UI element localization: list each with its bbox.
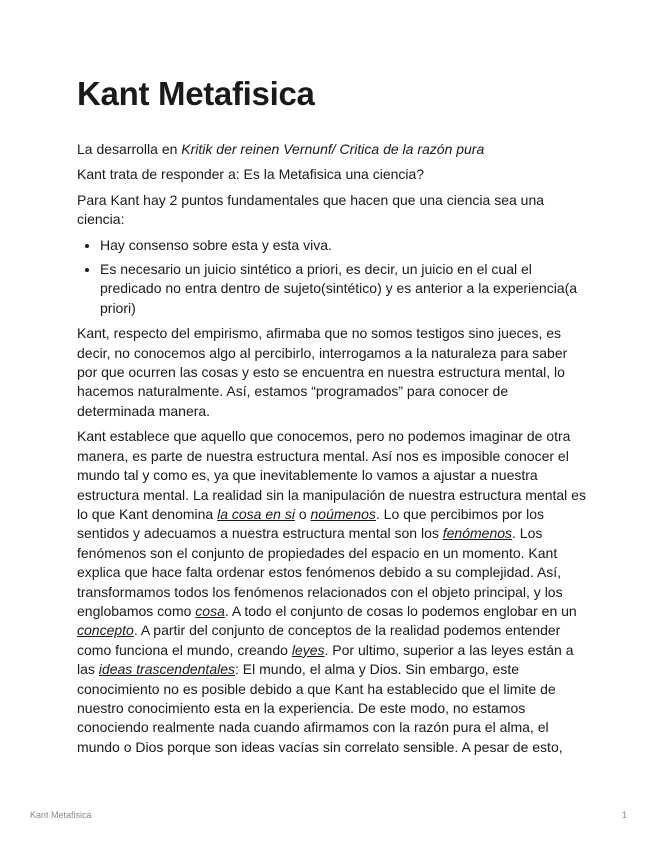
term-leyes: leyes (291, 641, 325, 658)
term-cosa-en-si: la cosa en si (217, 505, 295, 522)
term-noumenos: noúmenos (310, 505, 376, 522)
source-title: Kritik der reinen Vernunf/ Critica de la razón pura (181, 141, 485, 157)
text-run: o (294, 505, 311, 522)
source-prefix: La desarrolla en (77, 141, 182, 157)
text-run: . Lo que percibimos por los sentidos y adecuamos a nuestra estructura mental son los (77, 505, 544, 542)
text-run: Kant establece que aquello que conocemos, pero no podemos imaginar de otra manera, es parte de nuestra estructura mental. Así nos es imposible conocer el mundo tal y como es, ya que inevitablemente lo vamos a ajustar a nuestra estructura mental. La realidad sin la manipulación de nuestra estructura mental es lo que Kant denomina (77, 428, 586, 522)
paragraph-question: Kant trata de responder a: Es la Metafisica una ciencia? (77, 166, 425, 183)
paragraph-empiricism: Kant, respecto del empirismo, afirmaba que no somos testigos sino jueces, es decir, no conocemos algo al percibirlo, interrogamos a la naturaleza para saber por que ocurren las cosas y esto se encuentra en nuestra estructura mental, lo hacemos naturalmente. Así, estamos “programados” para conocer de determinada manera. (77, 325, 568, 419)
term-fenomenos: fenómenos (442, 525, 513, 542)
footer-title: Kant Metafisica (30, 810, 92, 820)
text-run: : El mundo, el alma y Dios. Sin embargo, este conocimiento no es posible debido a que Kant ha establecido que el limite de nuestro conocimiento esta en la experiencia. De este modo, no estamos conociendo realmente nada cuando afirmamos con la razón pura el alma, el mundo o Dios porque son ideas vacías sin correlato sensible. A pesar de esto, (77, 661, 563, 755)
text-run: . A todo el conjunto de cosas lo podemos englobar en un (224, 602, 577, 619)
term-concepto: concepto (77, 622, 134, 639)
text-run: . A partir del conjunto de conceptos de la realidad podemos entender como funciona el mundo, creando (77, 622, 561, 658)
paragraph-structure (77, 427, 587, 757)
text-run: . Los fenómenos son el conjunto de propiedades del espacio en un momento. Kant explica que hace falta ordenar estos fenómenos debido a su complejidad. Así, transformamos todos los fenómenos relacionados con el objeto principal, y los englobamos como (77, 525, 563, 619)
points-list (77, 236, 587, 319)
text-run: . Por ultimo, superior a las leyes están a las (77, 641, 574, 678)
list-item: • Es necesario un juicio sintético a priori, es decir, un juicio en el cual el predicado no entra dentro de sujeto(sintético) y es anterior a la experiencia(a priori) (100, 260, 587, 318)
page-title: Kant Metafisica (77, 75, 315, 112)
document-body (77, 140, 587, 763)
paragraph-source (77, 140, 587, 159)
page-number: 1 (621, 810, 627, 820)
term-cosa: cosa (195, 602, 225, 619)
list-item: • Hay consenso sobre esta y esta viva. (100, 236, 587, 255)
term-ideas-trascendentales: ideas trascendentales (98, 661, 235, 678)
paragraph-points-intro: Para Kant hay 2 puntos fundamentales que hacen que una ciencia sea una ciencia: (77, 191, 545, 228)
